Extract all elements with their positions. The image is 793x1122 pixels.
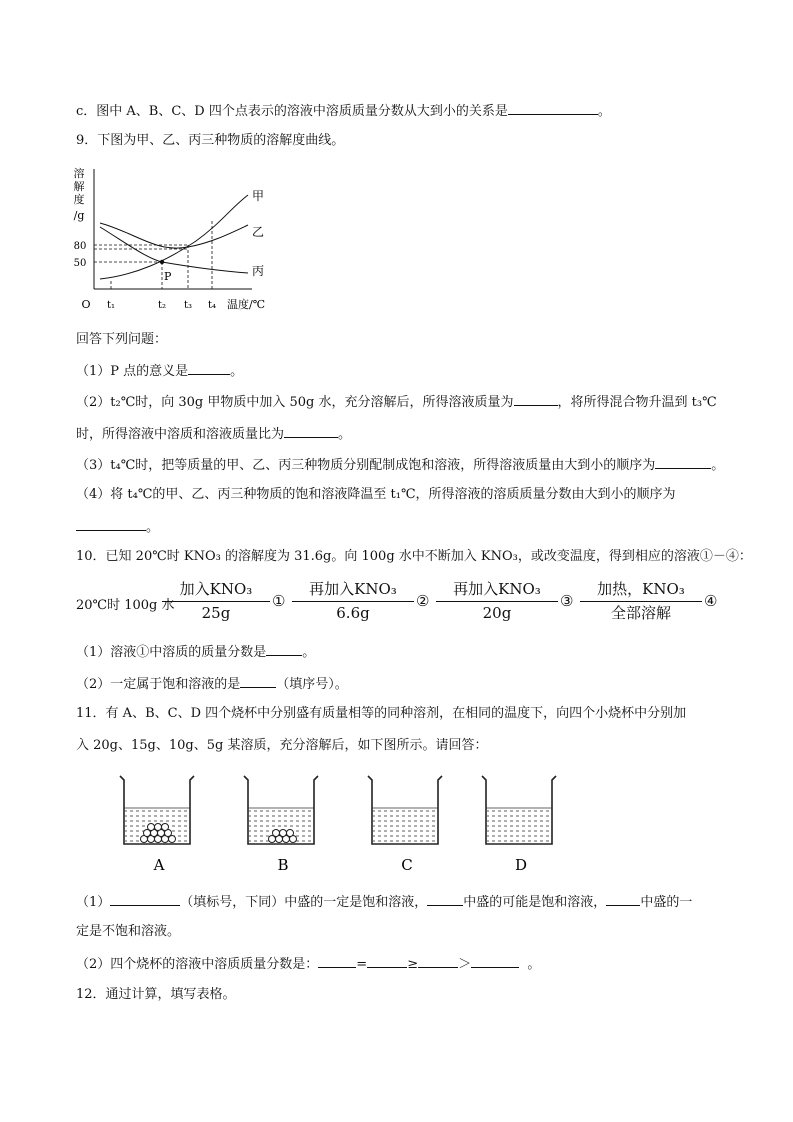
q9-s3-blank[interactable] bbox=[655, 454, 711, 469]
q11-sub2 bbox=[76, 953, 540, 975]
q10-s2-end: （填序号）。 bbox=[276, 677, 348, 692]
q10-solution-2: ② bbox=[416, 592, 430, 610]
q10-step-3-top: 再加入KNO₃ bbox=[453, 580, 541, 598]
beakers-figure bbox=[118, 774, 558, 880]
curve-jia bbox=[100, 195, 248, 279]
ylabel-3: 度 bbox=[73, 193, 85, 206]
q9-sub4-cont bbox=[76, 516, 159, 538]
ylabel-1: 溶 bbox=[73, 167, 85, 180]
q9-s2-text2: ，将所得混合物升温到 t₃℃ bbox=[557, 395, 717, 410]
q11-s1-text3: 中盛的可能是饱和溶液， bbox=[463, 895, 607, 910]
q11-stem-2: 入 20g、15g、10g、5g 某溶质，充分溶解后，如下图所示。请回答： bbox=[76, 738, 488, 753]
q10-solution-3: ③ bbox=[560, 592, 574, 610]
q10-s1-text: （1）溶液①中溶质的质量分数是 bbox=[76, 645, 267, 660]
beaker-a bbox=[120, 776, 194, 874]
q10-step-4-bottom: 全部溶解 bbox=[610, 604, 671, 622]
q10-s2-text: （2）一定属于饱和溶液的是 bbox=[76, 677, 241, 692]
point-p bbox=[160, 260, 164, 264]
origin-label: O bbox=[81, 298, 91, 311]
q11-s1-text2: （填标号，下同）中盛的一定是饱和溶液， bbox=[180, 895, 428, 910]
q11-s2-blank-1[interactable] bbox=[318, 953, 356, 968]
q11-s1-text: （1） bbox=[76, 895, 111, 910]
q9-stem: 9．下图为甲、乙、丙三种物质的溶解度曲线。 bbox=[76, 133, 345, 148]
curve-yi bbox=[100, 223, 248, 248]
q9-sub2 bbox=[76, 391, 717, 413]
q9-s2-text: （2）t₂℃时，向 30g 甲物质中加入 50g 水，充分溶解后，所得溶液质量为 bbox=[76, 395, 514, 410]
solubility-chart bbox=[66, 163, 286, 323]
q9-s1-blank[interactable] bbox=[188, 360, 230, 375]
q10-step-1-bottom: 25g bbox=[201, 604, 231, 622]
point-p-label: P bbox=[164, 270, 172, 283]
beaker-d bbox=[482, 776, 556, 874]
q9-s2-blank-1[interactable] bbox=[514, 391, 558, 406]
q10-step-2-top: 再加入KNO₃ bbox=[309, 580, 397, 598]
q11-s2-ge: ≥ bbox=[407, 957, 419, 972]
q10-sub1 bbox=[76, 641, 315, 663]
curve-jia-label: 甲 bbox=[252, 189, 265, 203]
q10-s1-end: 。 bbox=[302, 645, 316, 660]
q9-prompt: 回答下列问题： bbox=[76, 332, 168, 347]
q10-step-2-bottom: 6.6g bbox=[336, 604, 370, 622]
beaker-c bbox=[368, 776, 442, 874]
q10-step-1 bbox=[162, 579, 270, 624]
q10-step-2 bbox=[292, 579, 414, 624]
q11-s1-blank-1[interactable] bbox=[110, 891, 180, 906]
q10-solution-4: ④ bbox=[704, 592, 718, 610]
q9-s1-end: 。 bbox=[230, 364, 244, 379]
q11-s2-eq: = bbox=[356, 957, 368, 972]
x-tick-t1: t₁ bbox=[106, 300, 116, 311]
q10-step-3-bottom: 20g bbox=[482, 604, 512, 622]
q11-s2-blank-2[interactable] bbox=[367, 953, 407, 968]
q9-sub2-cont bbox=[76, 423, 351, 445]
x-tick-t2: t₂ bbox=[157, 300, 167, 311]
q11-s2-blank-4[interactable] bbox=[471, 953, 519, 968]
q10-stem: 10．已知 20℃时 KNO₃ 的溶解度为 31.6g。向 100g 水中不断加入 KNO₃，或改变温度，得到相应的溶液①－④： bbox=[76, 549, 752, 564]
q10-step-1-top: 加入KNO₃ bbox=[179, 580, 253, 598]
q9-s2-blank-2[interactable] bbox=[284, 423, 338, 438]
q11-stem-1: 11．有 A、B、C、D 四个烧杯中分别盛有质量相等的同种溶剂，在相同的温度下，向四个小烧杯中分别加 bbox=[76, 706, 687, 721]
ylabel-4: /g bbox=[73, 209, 85, 222]
q10-start: 20℃时 100g 水 bbox=[76, 598, 175, 613]
y-tick-80: 80 bbox=[73, 241, 87, 252]
q11-s2-text: （2）四个烧杯的溶液中溶质质量分数是： bbox=[76, 957, 319, 972]
q11-s1-blank-2[interactable] bbox=[427, 891, 463, 906]
q11-s2-gt: ＞ bbox=[458, 957, 472, 972]
x-tick-t3: t₃ bbox=[183, 300, 193, 311]
q10-solution-1: ① bbox=[272, 592, 286, 610]
q9-s3-end: 。 bbox=[711, 458, 725, 473]
q8c-text: c．图中 A、B、C、D 四个点表示的溶液中溶质质量分数从大到小的关系是 bbox=[76, 104, 508, 119]
q11-s1-text4: 中盛的一 bbox=[640, 895, 693, 910]
q9-s4-blank[interactable] bbox=[76, 516, 146, 531]
q9-s2-end: 。 bbox=[338, 427, 352, 442]
q9-sub3 bbox=[76, 454, 724, 476]
q8c-end: 。 bbox=[597, 104, 611, 119]
q9-sub1 bbox=[76, 360, 243, 382]
curve-yi-label: 乙 bbox=[252, 225, 265, 239]
q9-s4-end: 。 bbox=[146, 520, 160, 535]
q10-step-4-top: 加热，KNO₃ bbox=[597, 580, 685, 598]
q11-s2-end: 。 bbox=[527, 957, 541, 972]
q10-step-4 bbox=[580, 579, 702, 624]
beaker-b-label: B bbox=[277, 856, 289, 874]
curve-bing-label: 丙 bbox=[252, 264, 265, 278]
q12-stem: 12．通过计算，填写表格。 bbox=[76, 987, 236, 1002]
q11-s1-blank-3[interactable] bbox=[606, 891, 640, 906]
q10-s2-blank[interactable] bbox=[240, 673, 276, 688]
curve-bing bbox=[100, 227, 248, 273]
q11-sub1-cont: 定是不饱和溶液。 bbox=[76, 924, 181, 939]
q9-s2-text3: 时，所得溶液中溶质和溶液质量比为 bbox=[76, 427, 285, 442]
q11-sub1 bbox=[76, 891, 692, 913]
q8c-blank[interactable] bbox=[508, 100, 598, 115]
y-tick-50: 50 bbox=[73, 258, 87, 269]
q9-sub4: （4）将 t₄℃的甲、乙、丙三种物质的饱和溶液降温至 t₁℃，所得溶液的溶质质量分数由大到小的顺序为 bbox=[76, 487, 676, 502]
ylabel-2: 解 bbox=[73, 180, 85, 193]
q9-s1-text: （1）P 点的意义是 bbox=[76, 364, 189, 379]
q10-step-3 bbox=[436, 579, 558, 624]
q10-s1-blank[interactable] bbox=[266, 641, 302, 656]
q8c-line bbox=[76, 100, 611, 122]
beaker-b bbox=[244, 776, 318, 874]
beaker-d-label: D bbox=[514, 856, 528, 874]
x-axis-label: 温度/℃ bbox=[227, 298, 266, 311]
q9-s3-text: （3）t₄℃时，把等质量的甲、乙、丙三种物质分别配制成饱和溶液，所得溶液质量由大到小的顺序为 bbox=[76, 458, 656, 473]
beaker-a-label: A bbox=[153, 856, 165, 874]
x-tick-t4: t₄ bbox=[207, 300, 217, 311]
beaker-c-label: C bbox=[401, 856, 413, 874]
dashed-guides bbox=[94, 221, 212, 289]
q10-sub2 bbox=[76, 673, 348, 695]
q11-s2-blank-3[interactable] bbox=[418, 953, 458, 968]
